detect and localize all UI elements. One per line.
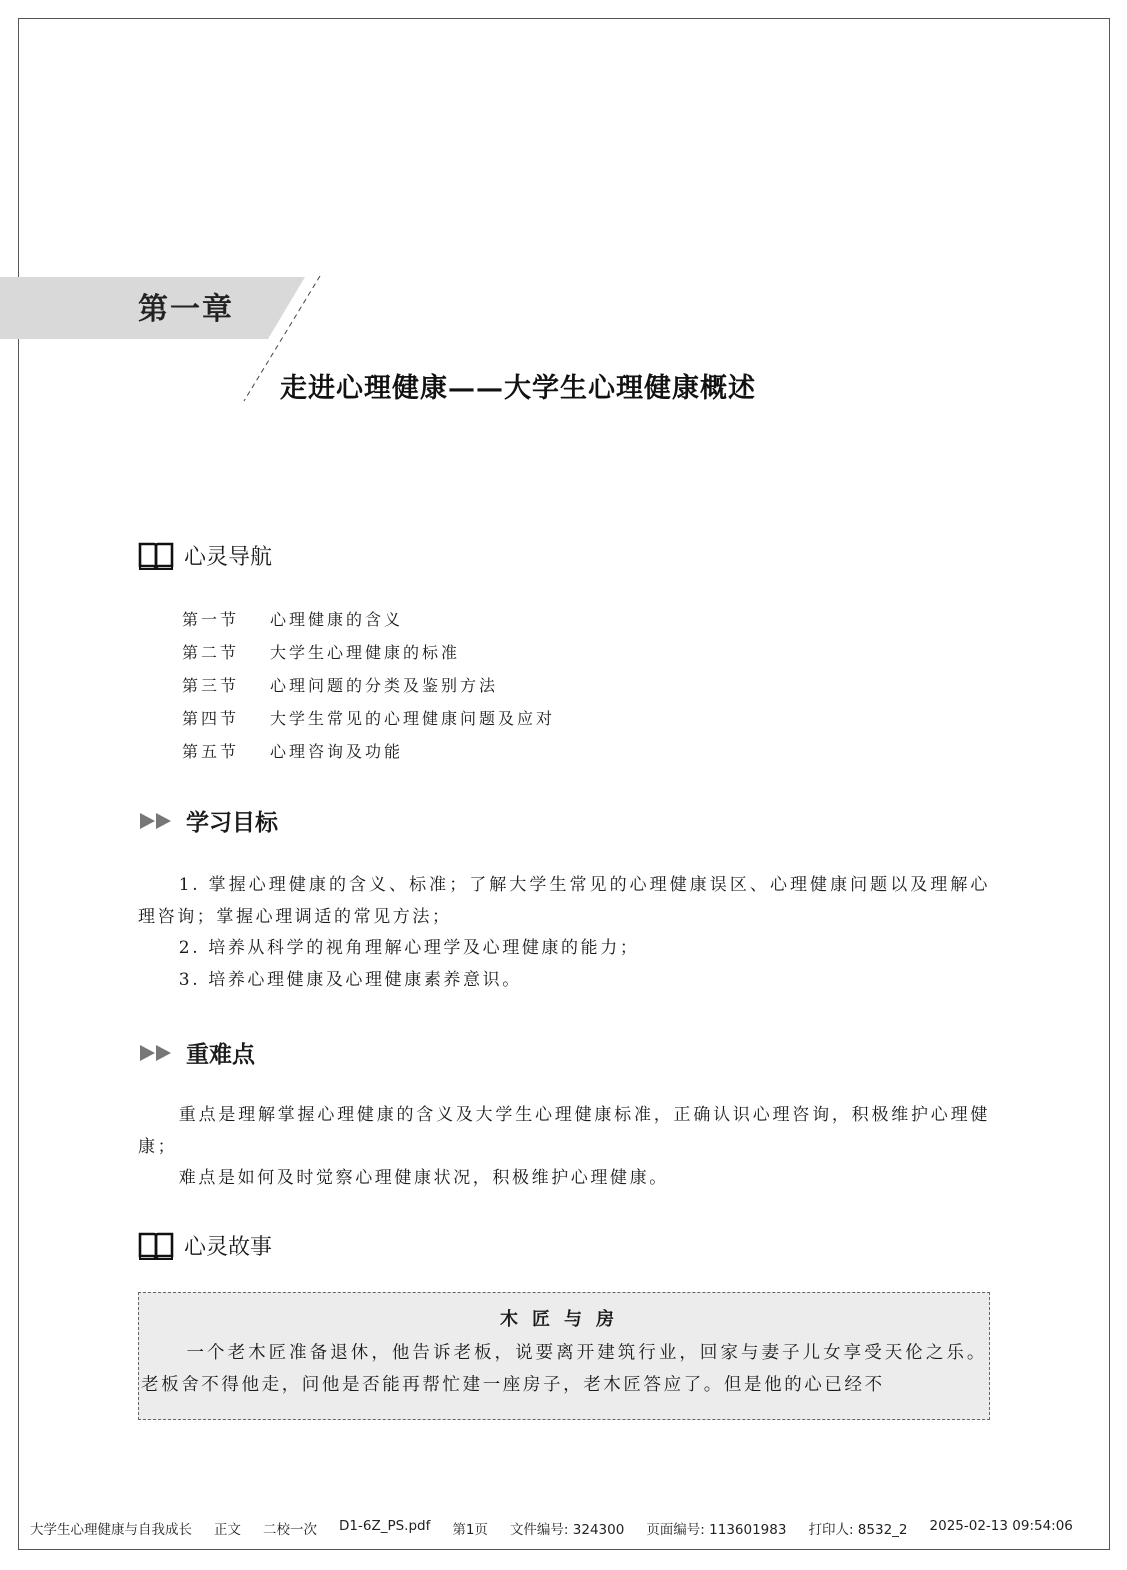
key-points-heading [138, 1036, 255, 1069]
nav-item [182, 705, 555, 738]
navigation-list [182, 606, 555, 771]
nav-item-number: 第二节 [182, 643, 240, 662]
footer-round: 二校一次 [263, 1522, 317, 1538]
open-book-icon [138, 1231, 174, 1261]
story-text [139, 1337, 989, 1401]
nav-item-title: 心理问题的分类及鉴别方法 [270, 676, 499, 695]
print-footer [30, 1518, 1110, 1538]
objectives-heading-text: 学习目标 [186, 809, 278, 836]
key-points-heading-text: 重难点 [186, 1041, 255, 1068]
key-point-item: 难点是如何及时觉察心理健康状况，积极维护心理健康。 [178, 1168, 669, 1188]
nav-item-title: 心理咨询及功能 [270, 742, 404, 761]
objectives-heading [138, 804, 278, 837]
footer-page-no: 页面编号: 113601983 [646, 1522, 787, 1538]
chapter-title: 走进心理健康——大学生心理健康概述 [280, 373, 756, 404]
objective-item: 2. 培养从科学的视角理解心理学及心理健康的能力； [178, 938, 640, 958]
objective-item: 3. 培养心理健康及心理健康素养意识。 [178, 969, 522, 990]
nav-item [182, 738, 555, 771]
nav-item [182, 639, 555, 672]
nav-item-number: 第五节 [182, 742, 240, 761]
story-heading [138, 1230, 272, 1261]
nav-item-title: 大学生心理健康的标准 [270, 643, 461, 662]
footer-printer: 打印人: 8532_2 [808, 1522, 908, 1538]
footer-file: D1-6Z_PS.pdf [339, 1518, 431, 1534]
story-heading-text: 心灵故事 [184, 1235, 273, 1260]
nav-item-number: 第四节 [182, 709, 240, 728]
key-points-body [138, 1100, 990, 1195]
navigation-heading [138, 540, 272, 571]
objective-item: 1. 掌握心理健康的含义、标准；了解大学生常见的心理健康误区、心理健康问题以及理解心理咨询；掌握心理调适的常见方法； [138, 875, 990, 927]
open-book-icon [138, 541, 174, 571]
double-arrow-icon [138, 810, 176, 832]
story-title: 木匠与房 [500, 1309, 628, 1330]
chapter-label: 第一章 [138, 292, 234, 327]
nav-item-title: 心理健康的含义 [270, 610, 404, 629]
footer-book: 大学生心理健康与自我成长 [30, 1522, 192, 1538]
nav-item-number: 第一节 [182, 610, 240, 629]
nav-item-number: 第三节 [182, 676, 240, 695]
story-box [138, 1292, 990, 1420]
key-point-item: 重点是理解掌握心理健康的含义及大学生心理健康标准，正确认识心理咨询，积极维护心理健康； [138, 1105, 990, 1157]
footer-file-no: 文件编号: 324300 [509, 1522, 625, 1538]
footer-timestamp: 2025-02-13 09:54:06 [929, 1518, 1073, 1534]
footer-section: 正文 [214, 1522, 241, 1538]
navigation-heading-text: 心灵导航 [184, 545, 273, 570]
nav-item [182, 606, 555, 639]
nav-item [182, 672, 555, 705]
footer-page: 第1页 [452, 1522, 488, 1538]
nav-item-title: 大学生常见的心理健康问题及应对 [270, 709, 556, 728]
objectives-body [138, 870, 990, 996]
story-paragraph: 一个老木匠准备退休，他告诉老板，说要离开建筑行业，回家与妻子儿女享受天伦之乐。老板舍不得他走，问他是否能再帮忙建一座房子，老木匠答应了。但是他的心已经不 [141, 1343, 987, 1395]
double-arrow-icon [138, 1042, 176, 1064]
